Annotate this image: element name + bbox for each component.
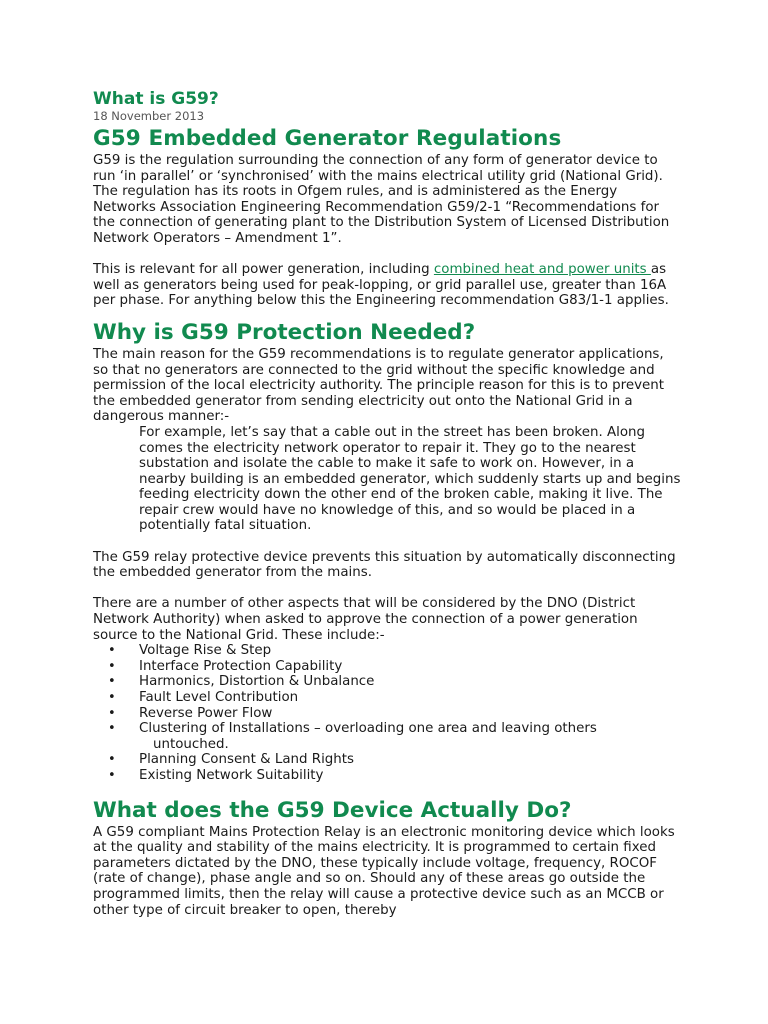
list-item: [93, 690, 683, 706]
intro-paragraph: G59 is the regulation surrounding the connection of any form of generator device to run ‘in parallel’ or ‘synchronised’ with the mains electrical utility grid (National Grid). The regulation has its roots in Ofgem rules, and is administered as the Energy Networks Association Engineering Recommendation G59/2-1 “Recommendations for the connection of generating plant to the Distribution System of Licensed Distribution Network Operators – Amendment 1”.: [93, 153, 670, 246]
list-item-text: Fault Level Contribution: [139, 690, 299, 705]
list-item-text: Clustering of Installations – overloading one area and leaving others: [139, 721, 597, 737]
relay-paragraph: The G59 relay protective device prevents this situation by automatically disconnecting the embedded generator from the mains.: [93, 549, 676, 581]
article-title: What is G59?: [93, 89, 219, 109]
bullet: •: [108, 767, 116, 783]
bullet: •: [108, 674, 116, 690]
list-item: [93, 643, 683, 659]
list-item-text: Existing Network Suitability: [139, 767, 324, 783]
list-item-text: Voltage Rise & Step: [139, 643, 272, 659]
why-heading: Why is G59 Protection Needed?: [93, 319, 476, 345]
dno-aspects-list: [93, 643, 683, 783]
relevance-text-end: as well as generators being used for peak-lopping, or grid parallel use, greater than 16A per phase. For anything below this the Engineering recommendation G83/1-1 applies.: [93, 262, 669, 309]
dno-paragraph: There are a number of other aspects that will be considered by the DNO (District Network Authority) when asked to approve the connection of a power generation source to the National Grid. These include:-: [93, 596, 638, 643]
bullet: •: [108, 658, 116, 674]
list-item: [93, 752, 683, 768]
list-item-text: Reverse Power Flow: [139, 705, 273, 721]
why-paragraph: The main reason for the G59 recommendations is to regulate generator applications, so that no generators are connected to the grid without the specific knowledge and permission of the local electricity authority. The principle reason for this is to prevent the embedded generator from sending electricity out onto the National Grid in a dangerous manner:-: [93, 346, 665, 425]
list-item: [93, 768, 683, 784]
list-item: [93, 706, 683, 722]
bullet: •: [108, 643, 116, 659]
relevance-paragraph: [93, 262, 683, 309]
example-paragraph: For example, let’s say that a cable out in the street has been broken. Along comes the electricity network operator to repair it. They go to the nearest substation and isolate the cable to make it safe to work on. However, in a nearby building is an embedded generator, which suddenly starts up and begins feeding electricity down the other end of the broken cable, making it live. The repair crew would have no knowledge of this, and so would be placed in a potentially fatal situation.: [139, 424, 681, 534]
relevance-text-start: This is relevant for all power generation, including: [93, 262, 434, 278]
list-item-text: Planning Consent & Land Rights: [139, 752, 355, 768]
bullet: •: [108, 752, 116, 768]
list-item-text: Harmonics, Distortion & Unbalance: [139, 674, 375, 690]
list-item: [93, 721, 683, 752]
list-item-continuation: untouched.: [153, 736, 229, 752]
main-heading: G59 Embedded Generator Regulations: [93, 126, 562, 151]
list-item: [93, 674, 683, 690]
list-item: [93, 659, 683, 675]
bullet: •: [108, 705, 116, 721]
article-body: [93, 88, 683, 918]
what-paragraph: A G59 compliant Mains Protection Relay is an electronic monitoring device which looks at the quality and stability of the mains electricity. It is programmed to certain fixed parameters dictated by the DNO, these typically include voltage, frequency, ROCOF (rate of change), phase angle and so on. Should any of these areas go outside the programmed limits, then the relay will cause a protective device such as an MCCB or other type of circuit breaker to open, thereby: [93, 824, 675, 918]
article-date: 18 November 2013: [93, 109, 205, 123]
chp-units-link[interactable]: combined heat and power units: [433, 262, 651, 278]
what-heading: What does the G59 Device Actually Do?: [93, 797, 572, 823]
bullet: •: [108, 721, 116, 737]
bullet: •: [108, 690, 116, 705]
list-item-text: Interface Protection Capability: [139, 658, 343, 674]
